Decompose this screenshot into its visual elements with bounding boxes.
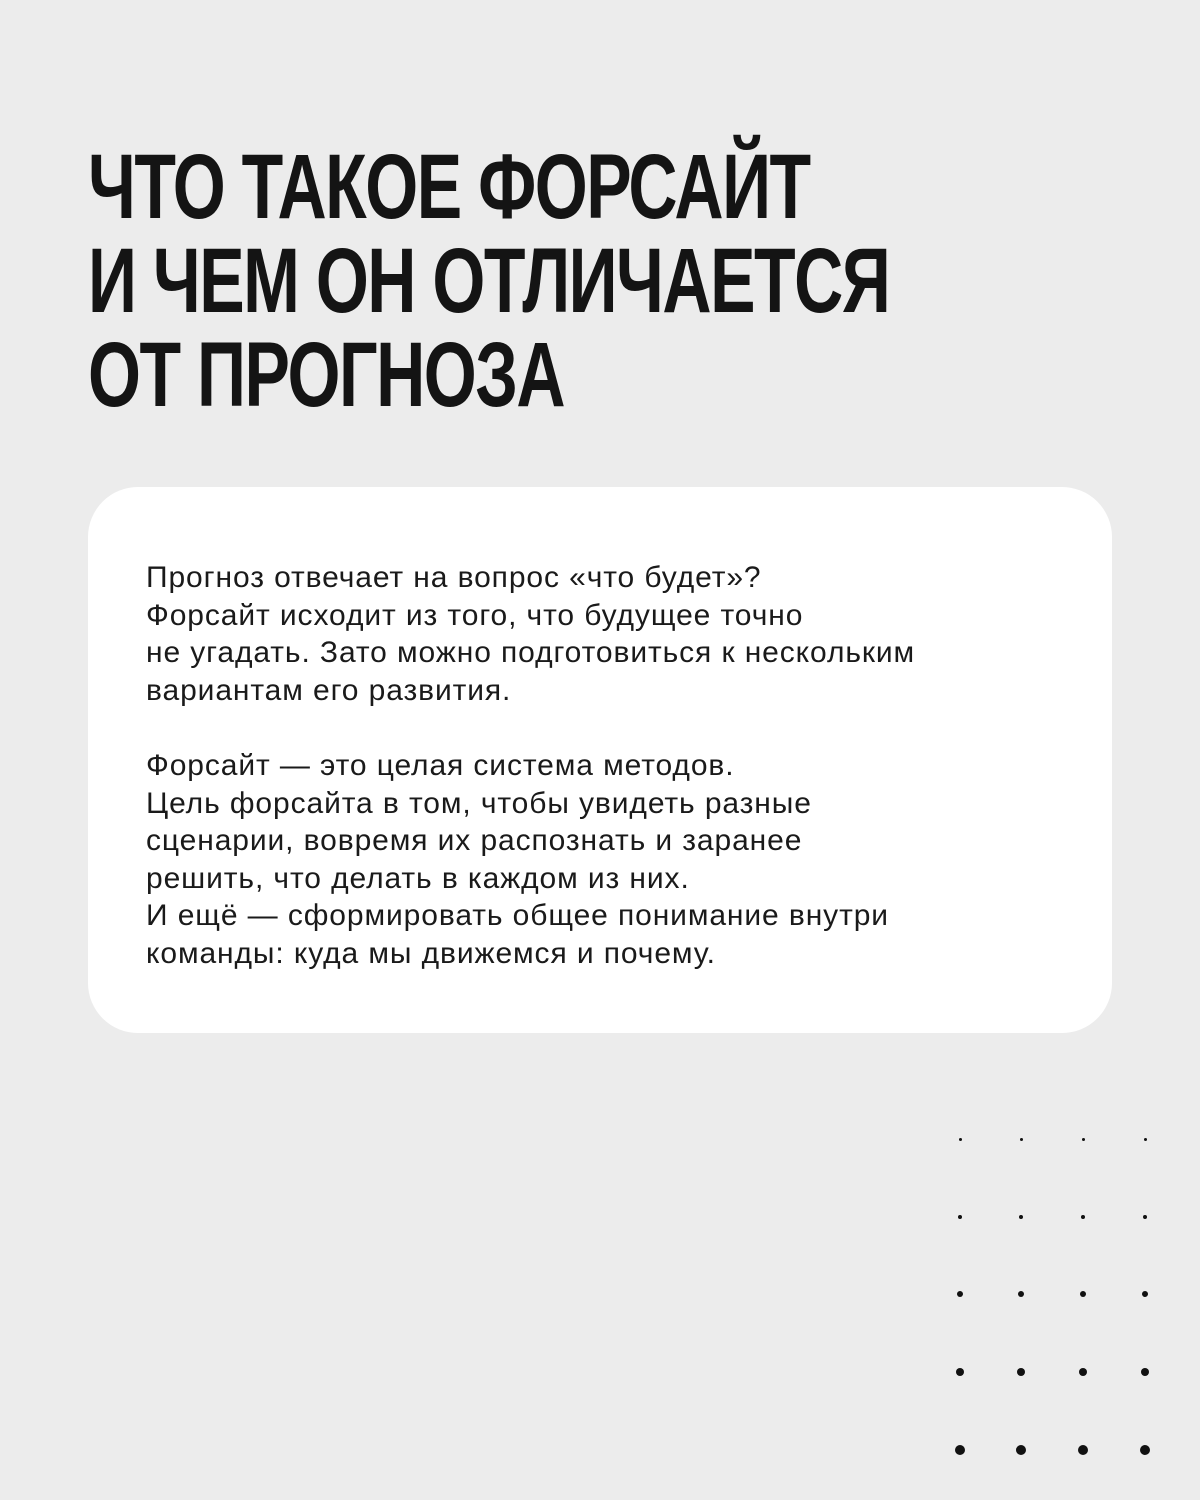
title-line-1: ЧТО ТАКОЕ ФОРСАЙТ [88,136,810,238]
card-line: Форсайт — это целая система методов. [146,748,735,782]
decorative-dot [1019,1215,1023,1219]
card-line: сценарии, вовремя их распознать и заранее [146,824,803,858]
text-card [88,487,1112,1033]
paragraph-foresight-goals [146,747,1086,973]
decorative-dot-grid [960,1139,1160,1459]
decorative-dot [956,1368,964,1376]
card-line: Прогноз отвечает на вопрос «что будет»? [146,561,762,594]
decorative-dot [1142,1291,1148,1297]
card-line: Цель форсайта в том, чтобы увидеть разные [146,786,812,820]
card-line: не угадать. Зато можно подготовиться к нескольким [146,636,916,670]
card-line: Форсайт исходит из того, что будущее точно [146,598,804,632]
decorative-dot [1141,1368,1149,1376]
card-line: И ещё — сформировать общее понимание внутри [146,899,889,933]
card-line: команды: куда мы движемся и почему. [146,936,716,970]
decorative-dot [1017,1368,1025,1376]
decorative-dot [1016,1445,1026,1455]
decorative-dot [1079,1368,1087,1376]
decorative-dot [955,1445,965,1455]
paragraph-forecast-vs-foresight [146,559,1086,709]
decorative-dot [1144,1138,1147,1141]
decorative-dot [959,1138,962,1141]
decorative-dot [1080,1291,1086,1297]
decorative-dot [1143,1215,1147,1219]
title-line-3: ОТ ПРОГНОЗА [88,324,565,426]
decorative-dot [1020,1138,1023,1141]
decorative-dot [1078,1445,1088,1455]
decorative-dot [1140,1445,1150,1455]
card-line: решить, что делать в каждом из них. [146,861,690,895]
decorative-dot [1082,1138,1085,1141]
page-title [88,136,890,426]
decorative-dot [958,1215,962,1219]
card-body [146,559,1086,973]
title-line-2: И ЧЕМ ОН ОТЛИЧАЕТСЯ [88,230,890,332]
decorative-dot [957,1291,963,1297]
decorative-dot [1018,1291,1024,1297]
decorative-dot [1081,1215,1085,1219]
card-line: вариантам его развития. [146,673,512,707]
